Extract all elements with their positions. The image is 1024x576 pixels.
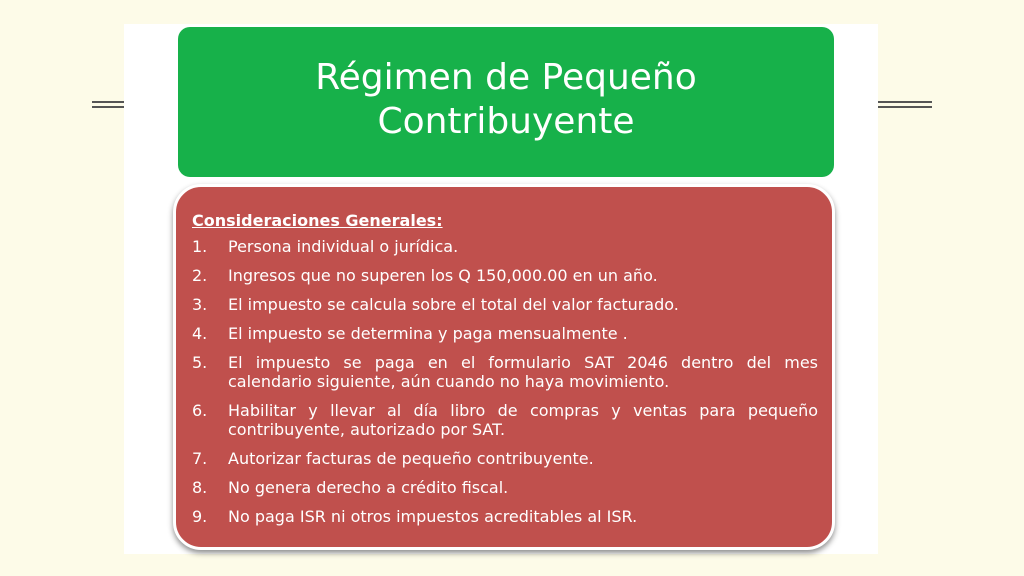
considerations-list xyxy=(192,237,818,526)
item-text: No paga ISR ni otros impuestos acreditables al ISR. xyxy=(228,507,638,526)
item-number: 9. xyxy=(192,507,208,526)
decorative-line-right-bottom xyxy=(876,106,932,108)
item-text: El impuesto se determina y paga mensualmente . xyxy=(228,324,628,343)
list-item xyxy=(192,353,818,391)
list-item xyxy=(192,295,818,314)
list-item xyxy=(192,478,818,497)
slide-title: Régimen de Pequeño Contribuyente xyxy=(315,57,697,142)
item-number: 5. xyxy=(192,353,208,372)
title-box xyxy=(178,27,834,177)
item-text: El impuesto se paga en el formulario SAT 2046 dentro del mes calendario siguiente, aún cuando no haya movimiento. xyxy=(228,353,818,391)
item-text: Autorizar facturas de pequeño contribuyente. xyxy=(228,449,594,468)
item-text: Habilitar y llevar al día libro de compras y ventas para pequeño contribuyente, autorizado por SAT. xyxy=(228,401,818,439)
list-item xyxy=(192,507,818,526)
item-number: 4. xyxy=(192,324,208,343)
item-number: 2. xyxy=(192,266,208,285)
item-number: 6. xyxy=(192,401,208,420)
item-number: 1. xyxy=(192,237,208,256)
item-text: El impuesto se calcula sobre el total del valor facturado. xyxy=(228,295,679,314)
item-number: 7. xyxy=(192,449,208,468)
decorative-line-left-bottom xyxy=(92,106,126,108)
list-item xyxy=(192,324,818,343)
list-item xyxy=(192,401,818,439)
list-item xyxy=(192,266,818,285)
item-text: Ingresos que no superen los Q 150,000.00 en un año. xyxy=(228,266,658,285)
item-text: Persona individual o jurídica. xyxy=(228,237,459,256)
decorative-line-left-top xyxy=(92,101,126,103)
decorative-line-right-top xyxy=(876,101,932,103)
item-text: No genera derecho a crédito fiscal. xyxy=(228,478,509,497)
list-item xyxy=(192,449,818,468)
item-number: 3. xyxy=(192,295,208,314)
considerations-box xyxy=(173,184,835,550)
list-item xyxy=(192,237,818,256)
item-number: 8. xyxy=(192,478,208,497)
considerations-heading: Consideraciones Generales: xyxy=(192,211,443,230)
